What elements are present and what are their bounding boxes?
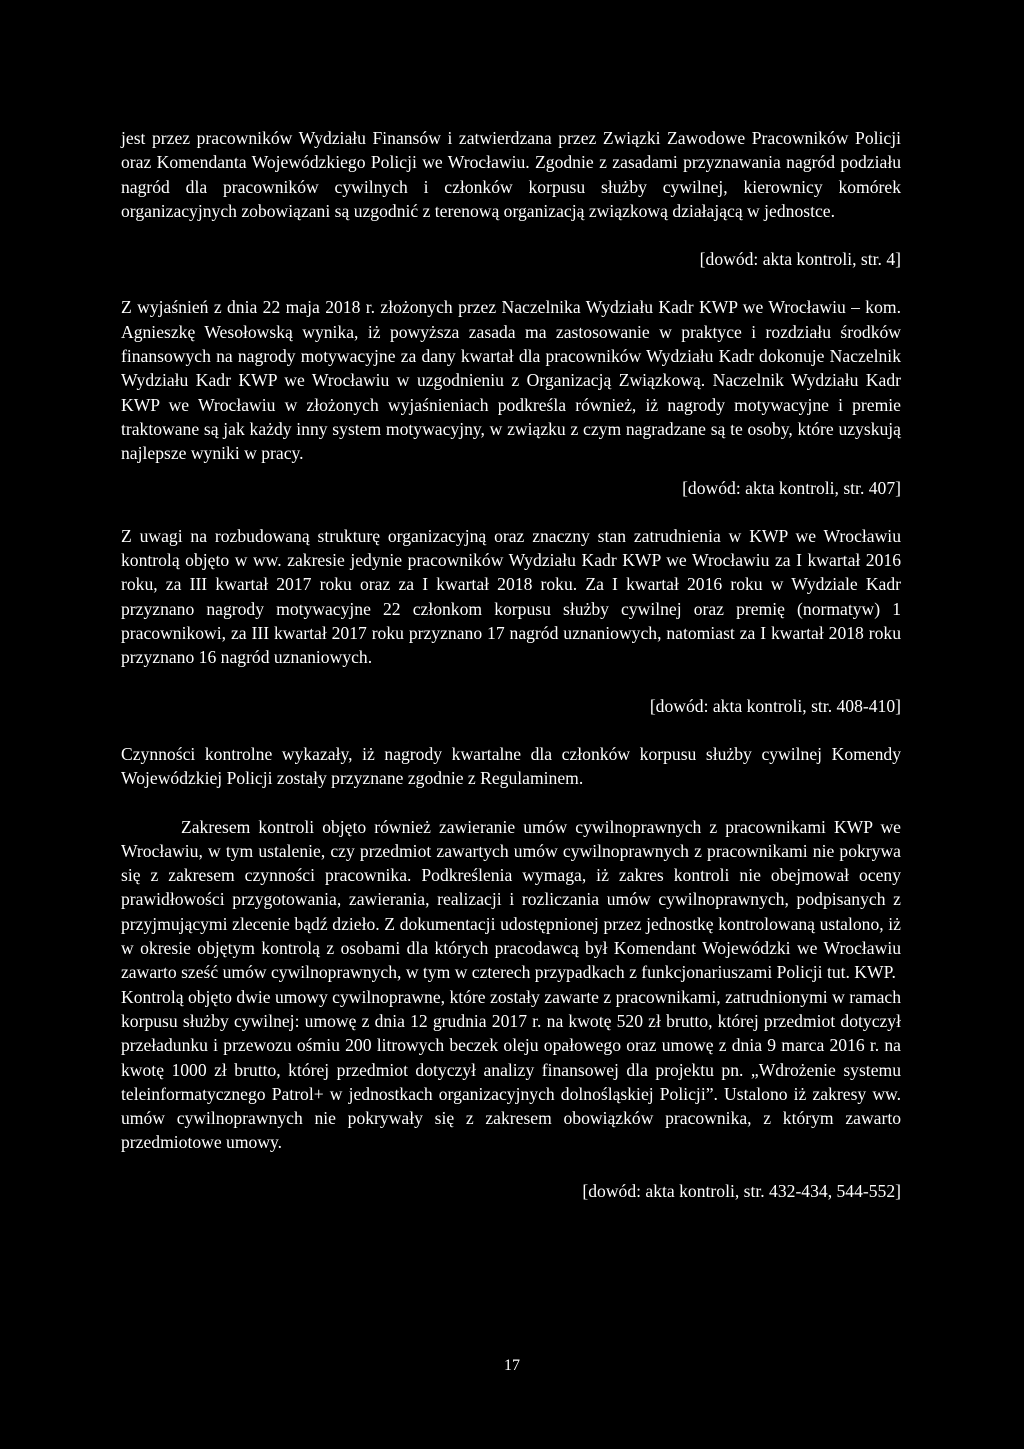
- page-number: 17: [504, 1357, 520, 1374]
- document-page: [121, 126, 901, 1203]
- paragraph-conclusion-awards: Czynności kontrolne wykazały, iż nagrody kwartalne dla członków korpusu służby cywilnej Komendy Wojewódzkiej Policji zostały przyznane zgodnie z Regulaminem.: [121, 743, 901, 789]
- paragraph-civil-contracts: Zakresem kontroli objęto również zawieranie umów cywilnoprawnych z pracownikami KWP we Wrocławiu, w tym ustalenie, czy przedmiot zawartych umów cywilnoprawnych z pracownikami nie pokrywa się z zakresem czynności pracownika. Podkreślenia wymaga, iż zakres kontroli nie obejmował oceny prawidłowości przygotowania, zawierania, realizacji i rozliczania umów cywilnoprawnych, podpisanych z przyjmującymi zlecenie bądź dzieło. Z dokumentacji udostępnionej przez jednostkę kontrolowaną ustalono, iż w okresie objętym kontrolą z osobami dla których pracodawcą był Komendant Wojewódzki we Wrocławiu zawarto sześć umów cywilnoprawnych, w tym w czterech przypadkach z funkcjonariuszami Policji tut. KWP.: [121, 816, 901, 983]
- paragraph-contracts-reviewed: Kontrolą objęto dwie umowy cywilnoprawne, które zostały zawarte z pracownikami, zatrudnionymi w ramach korpusu służby cywilnej: umowę z dnia 12 grudnia 2017 r. na kwotę 520 zł brutto, której przedmiot dotyczył przeładunku i przewozu ośmiu 200 litrowych beczek oleju opałowego oraz umowę z dnia 9 marca 2016 r. na kwotę 1000 zł brutto, której przedmiot dotyczył analizy finansowej dla projektu pn. „Wdrożenie systemu teleinformatycznego Patrol+ w jednostkach organizacyjnych dolnośląskiej Policji”. Ustalono iż zakresy ww. umów cywilnoprawnych nie pokrywały się z zakresem obowiązków pracownika, z którym zawarto przedmiotowe umowy.: [121, 986, 901, 1153]
- evidence-reference-4: [dowód: akta kontroli, str. 432-434, 544-552]: [582, 1180, 901, 1201]
- paragraph-regulations-agreement: jest przez pracowników Wydziału Finansów i zatwierdzana przez Związki Zawodowe Pracowników Policji oraz Komendanta Wojewódzkiego Policji we Wrocławiu. Zgodnie z zasadami przyznawania nagród podziału nagród dla pracowników cywilnych i członków korpusu służby cywilnej, kierownicy komórek organizacyjnych zobowiązani są uzgodnić z terenową organizacją związkową działającą w jednostce.: [121, 128, 901, 221]
- paragraph-audit-scope: Z uwagi na rozbudowaną strukturę organizacyjną oraz znaczny stan zatrudnienia w KWP we Wrocławiu kontrolą objęto w ww. zakresie jedynie pracowników Wydziału Kadr KWP we Wrocławiu za I kwartał 2016 roku, za III kwartał 2017 roku oraz za I kwartał 2018 roku. Za I kwartał 2016 roku w Wydziale Kadr przyznano nagrody motywacyjne 22 członkom korpusu służby cywilnej oraz premię (normatyw) 1 pracownikowi, za III kwartał 2017 roku przyznano 17 nagród uznaniowych, natomiast za I kwartał 2018 roku przyznano 16 nagród uznaniowych.: [121, 525, 901, 668]
- paragraph-explanations: Z wyjaśnień z dnia 22 maja 2018 r. złożonych przez Naczelnika Wydziału Kadr KWP we Wrocławiu – kom. Agnieszkę Wesołowską wynika, iż powyższa zasada ma zastosowanie w praktyce i rozdziału środków finansowych na nagrody motywacyjne za dany kwartał dla pracowników Wydziału Kadr dokonuje Naczelnik Wydziału Kadr KWP we Wrocławiu w uzgodnieniu z Organizacją Związkową. Naczelnik Wydziału Kadr KWP we Wrocławiu w złożonych wyjaśnieniach podkreśla również, iż nagrody motywacyjne i premie traktowane są jak każdy inny system motywacyjny, w związku z czym nagradzane są te osoby, które uzyskują najlepsze wyniki w pracy.: [121, 297, 901, 464]
- evidence-reference-2: [dowód: akta kontroli, str. 407]: [682, 477, 901, 498]
- evidence-reference-1: [dowód: akta kontroli, str. 4]: [699, 249, 901, 270]
- evidence-reference-3: [dowód: akta kontroli, str. 408-410]: [649, 695, 901, 716]
